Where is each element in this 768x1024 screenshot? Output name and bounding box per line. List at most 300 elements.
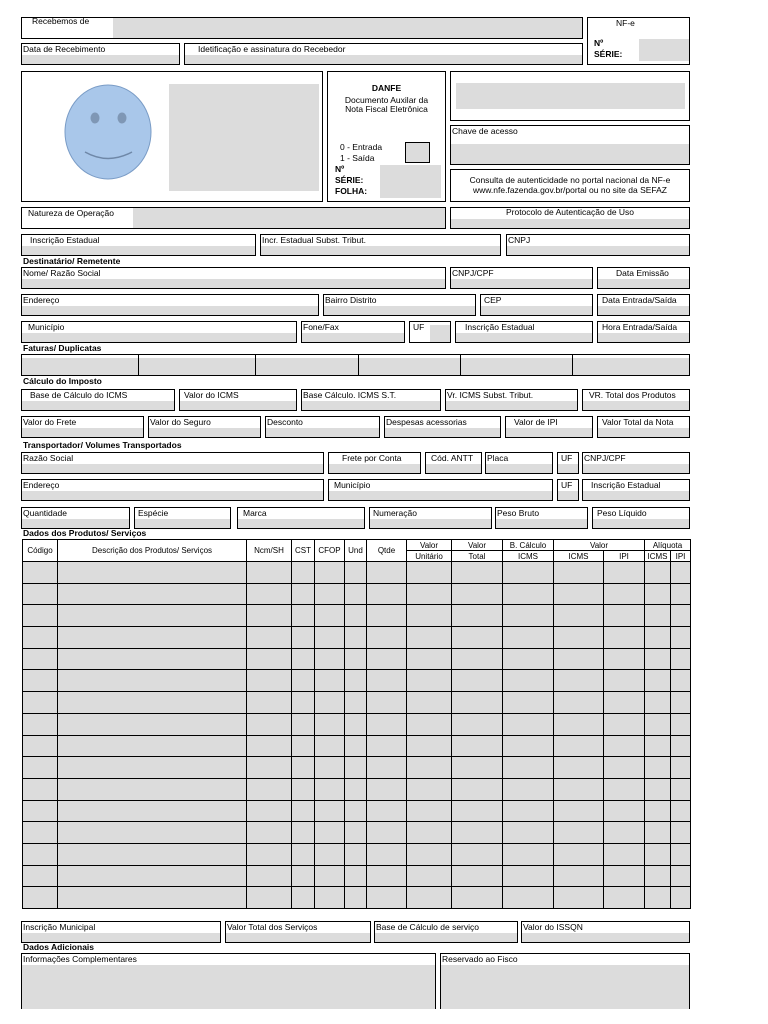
product-cell[interactable] xyxy=(503,735,554,757)
product-cell[interactable] xyxy=(407,800,452,822)
transp-peso-bruto-field[interactable] xyxy=(496,519,587,528)
product-cell[interactable] xyxy=(503,605,554,627)
product-cell[interactable] xyxy=(292,822,315,844)
dest-cnpj-field[interactable] xyxy=(451,279,592,288)
product-cell[interactable] xyxy=(367,887,407,909)
product-cell[interactable] xyxy=(23,713,58,735)
product-cell[interactable] xyxy=(671,757,691,779)
product-cell[interactable] xyxy=(671,670,691,692)
product-cell[interactable] xyxy=(58,605,247,627)
product-cell[interactable] xyxy=(604,865,645,887)
product-cell[interactable] xyxy=(452,778,503,800)
product-cell[interactable] xyxy=(315,670,345,692)
product-cell[interactable] xyxy=(604,757,645,779)
product-row xyxy=(23,648,691,670)
product-cell[interactable] xyxy=(645,865,671,887)
dest-uf-field[interactable] xyxy=(430,325,450,342)
product-cell[interactable] xyxy=(554,605,604,627)
product-cell[interactable] xyxy=(554,648,604,670)
recebemos-field[interactable] xyxy=(113,18,582,38)
desconto-field[interactable] xyxy=(266,428,379,437)
product-cell[interactable] xyxy=(604,887,645,909)
ie-st-label: Incr. Estadual Subst. Tribut. xyxy=(262,235,366,245)
product-cell[interactable] xyxy=(23,670,58,692)
product-cell[interactable] xyxy=(671,887,691,909)
product-cell[interactable] xyxy=(315,887,345,909)
product-cell[interactable] xyxy=(247,562,292,584)
transp-antt-field[interactable] xyxy=(426,464,481,473)
product-cell[interactable] xyxy=(645,692,671,714)
product-cell[interactable] xyxy=(247,778,292,800)
product-cell[interactable] xyxy=(292,887,315,909)
product-cell[interactable] xyxy=(292,800,315,822)
product-cell[interactable] xyxy=(292,627,315,649)
fatura-cell-5[interactable] xyxy=(460,354,573,376)
product-cell[interactable] xyxy=(247,627,292,649)
product-cell[interactable] xyxy=(58,843,247,865)
product-cell[interactable] xyxy=(315,843,345,865)
product-cell[interactable] xyxy=(367,670,407,692)
transp-peso-liquido-field[interactable] xyxy=(593,519,689,528)
product-cell[interactable] xyxy=(292,713,315,735)
product-cell[interactable] xyxy=(367,800,407,822)
product-cell[interactable] xyxy=(292,865,315,887)
frete-field[interactable] xyxy=(22,428,143,437)
issqn-im-field[interactable] xyxy=(22,933,220,942)
chave-label: Chave de acesso xyxy=(452,126,518,136)
product-cell[interactable] xyxy=(407,713,452,735)
product-cell[interactable] xyxy=(58,800,247,822)
transp-especie-field[interactable] xyxy=(135,519,230,528)
product-cell[interactable] xyxy=(247,692,292,714)
product-cell[interactable] xyxy=(58,562,247,584)
product-cell[interactable] xyxy=(452,562,503,584)
dest-nome-field[interactable] xyxy=(22,279,445,288)
product-cell[interactable] xyxy=(554,843,604,865)
product-cell[interactable] xyxy=(58,692,247,714)
fatura-cell-3[interactable] xyxy=(255,354,359,376)
product-cell[interactable] xyxy=(503,822,554,844)
dest-bairro-field[interactable] xyxy=(324,306,475,315)
product-cell[interactable] xyxy=(407,843,452,865)
product-cell[interactable] xyxy=(452,757,503,779)
product-cell[interactable] xyxy=(58,778,247,800)
product-cell[interactable] xyxy=(604,692,645,714)
product-cell[interactable] xyxy=(345,843,367,865)
product-cell[interactable] xyxy=(58,583,247,605)
vr-st-field[interactable] xyxy=(446,401,577,410)
product-cell[interactable] xyxy=(604,800,645,822)
product-cell[interactable] xyxy=(315,778,345,800)
product-cell[interactable] xyxy=(604,735,645,757)
despesas-field[interactable] xyxy=(385,428,500,437)
transp-frete-field[interactable] xyxy=(329,464,420,473)
identificacao-field[interactable] xyxy=(185,55,582,64)
product-cell[interactable] xyxy=(345,800,367,822)
transp-razao-field[interactable] xyxy=(22,464,323,473)
product-cell[interactable] xyxy=(604,605,645,627)
product-cell[interactable] xyxy=(407,887,452,909)
transp-uf2-field[interactable] xyxy=(558,491,578,500)
product-cell[interactable] xyxy=(503,648,554,670)
transp-municipio-field[interactable] xyxy=(329,491,552,500)
transp-ie-field[interactable] xyxy=(583,491,689,500)
vr-produtos-field[interactable] xyxy=(583,401,689,410)
product-cell[interactable] xyxy=(407,605,452,627)
product-cell[interactable] xyxy=(315,735,345,757)
product-cell[interactable] xyxy=(671,778,691,800)
product-cell[interactable] xyxy=(554,865,604,887)
product-cell[interactable] xyxy=(407,648,452,670)
product-cell[interactable] xyxy=(247,822,292,844)
dest-entrada-field[interactable] xyxy=(598,306,689,315)
product-cell[interactable] xyxy=(407,583,452,605)
product-cell[interactable] xyxy=(247,670,292,692)
ie-st-field[interactable] xyxy=(261,246,500,255)
product-cell[interactable] xyxy=(452,583,503,605)
product-cell[interactable] xyxy=(247,605,292,627)
product-cell[interactable] xyxy=(247,757,292,779)
seguro-field[interactable] xyxy=(149,428,260,437)
product-cell[interactable] xyxy=(367,605,407,627)
dest-ie-field[interactable] xyxy=(456,333,592,342)
ie-field[interactable] xyxy=(22,246,255,255)
product-cell[interactable] xyxy=(407,627,452,649)
product-cell[interactable] xyxy=(247,735,292,757)
product-cell[interactable] xyxy=(23,627,58,649)
chave-field[interactable] xyxy=(451,144,689,164)
product-cell[interactable] xyxy=(345,865,367,887)
product-cell[interactable] xyxy=(23,605,58,627)
product-cell[interactable] xyxy=(292,670,315,692)
product-cell[interactable] xyxy=(23,757,58,779)
product-cell[interactable] xyxy=(345,822,367,844)
desconto-label: Desconto xyxy=(267,417,303,427)
product-cell[interactable] xyxy=(671,692,691,714)
product-cell[interactable] xyxy=(671,583,691,605)
product-cell[interactable] xyxy=(604,562,645,584)
transp-endereco-field[interactable] xyxy=(22,491,323,500)
cnpj-field[interactable] xyxy=(507,246,689,255)
product-cell[interactable] xyxy=(23,843,58,865)
product-cell[interactable] xyxy=(345,692,367,714)
product-cell[interactable] xyxy=(554,583,604,605)
product-cell[interactable] xyxy=(604,778,645,800)
product-cell[interactable] xyxy=(367,778,407,800)
product-cell[interactable] xyxy=(554,822,604,844)
product-cell[interactable] xyxy=(452,692,503,714)
product-cell[interactable] xyxy=(452,887,503,909)
product-cell[interactable] xyxy=(23,562,58,584)
product-cell[interactable] xyxy=(452,648,503,670)
produtos-body xyxy=(23,562,691,909)
product-cell[interactable] xyxy=(367,692,407,714)
transp-cnpj-field[interactable] xyxy=(583,464,689,473)
product-cell[interactable] xyxy=(554,800,604,822)
fatura-cell-2[interactable] xyxy=(138,354,256,376)
product-cell[interactable] xyxy=(345,583,367,605)
base-st-field[interactable] xyxy=(302,401,440,410)
natureza-field[interactable] xyxy=(133,208,445,228)
product-cell[interactable] xyxy=(554,735,604,757)
product-cell[interactable] xyxy=(604,713,645,735)
product-cell[interactable] xyxy=(23,735,58,757)
product-cell[interactable] xyxy=(554,670,604,692)
product-cell[interactable] xyxy=(503,887,554,909)
product-cell[interactable] xyxy=(367,865,407,887)
product-cell[interactable] xyxy=(452,735,503,757)
product-cell[interactable] xyxy=(554,713,604,735)
product-cell[interactable] xyxy=(671,822,691,844)
product-cell[interactable] xyxy=(315,757,345,779)
product-cell[interactable] xyxy=(367,583,407,605)
product-row xyxy=(23,822,691,844)
product-cell[interactable] xyxy=(645,822,671,844)
product-cell[interactable] xyxy=(503,778,554,800)
product-cell[interactable] xyxy=(554,692,604,714)
product-cell[interactable] xyxy=(58,713,247,735)
product-cell[interactable] xyxy=(671,735,691,757)
issqn-total-field[interactable] xyxy=(226,933,370,942)
product-cell[interactable] xyxy=(554,887,604,909)
product-cell[interactable] xyxy=(367,627,407,649)
product-cell[interactable] xyxy=(23,800,58,822)
protocolo-field[interactable] xyxy=(451,219,689,228)
product-cell[interactable] xyxy=(345,713,367,735)
product-cell[interactable] xyxy=(292,605,315,627)
product-cell[interactable] xyxy=(407,757,452,779)
total-nota-field[interactable] xyxy=(598,428,689,437)
transp-marca-field[interactable] xyxy=(238,519,364,528)
product-cell[interactable] xyxy=(452,605,503,627)
product-cell[interactable] xyxy=(315,713,345,735)
product-cell[interactable] xyxy=(671,605,691,627)
product-cell[interactable] xyxy=(554,627,604,649)
product-cell[interactable] xyxy=(292,583,315,605)
issqn-valor-field[interactable] xyxy=(522,933,689,942)
product-cell[interactable] xyxy=(503,583,554,605)
product-cell[interactable] xyxy=(407,735,452,757)
product-cell[interactable] xyxy=(452,800,503,822)
product-cell[interactable] xyxy=(604,670,645,692)
product-cell[interactable] xyxy=(315,583,345,605)
nfe-numero-field[interactable] xyxy=(639,39,689,61)
product-cell[interactable] xyxy=(58,627,247,649)
fatura-cell-6[interactable] xyxy=(572,354,690,376)
product-cell[interactable] xyxy=(58,757,247,779)
product-cell[interactable] xyxy=(58,865,247,887)
product-cell[interactable] xyxy=(345,735,367,757)
product-cell[interactable] xyxy=(645,778,671,800)
product-cell[interactable] xyxy=(292,778,315,800)
product-cell[interactable] xyxy=(367,735,407,757)
product-cell[interactable] xyxy=(247,843,292,865)
product-cell[interactable] xyxy=(671,865,691,887)
product-cell[interactable] xyxy=(292,757,315,779)
product-cell[interactable] xyxy=(23,583,58,605)
product-cell[interactable] xyxy=(407,778,452,800)
fatura-cell-4[interactable] xyxy=(358,354,461,376)
product-cell[interactable] xyxy=(247,583,292,605)
dest-hora-field[interactable] xyxy=(598,333,689,342)
product-cell[interactable] xyxy=(367,648,407,670)
product-cell[interactable] xyxy=(247,887,292,909)
transp-uf-field[interactable] xyxy=(558,464,578,473)
product-cell[interactable] xyxy=(645,800,671,822)
data-recebimento-field[interactable] xyxy=(22,55,179,64)
product-cell[interactable] xyxy=(671,627,691,649)
product-cell[interactable] xyxy=(503,843,554,865)
product-cell[interactable] xyxy=(345,627,367,649)
product-cell[interactable] xyxy=(671,713,691,735)
product-cell[interactable] xyxy=(503,865,554,887)
product-cell[interactable] xyxy=(58,648,247,670)
product-cell[interactable] xyxy=(58,670,247,692)
reservado-fisco-field[interactable] xyxy=(441,965,689,1009)
emitente-data-field[interactable] xyxy=(169,84,319,191)
product-cell[interactable] xyxy=(503,627,554,649)
product-cell[interactable] xyxy=(503,713,554,735)
product-cell[interactable] xyxy=(292,648,315,670)
product-cell[interactable] xyxy=(315,562,345,584)
product-cell[interactable] xyxy=(23,822,58,844)
product-cell[interactable] xyxy=(367,713,407,735)
product-cell[interactable] xyxy=(292,735,315,757)
product-cell[interactable] xyxy=(503,670,554,692)
product-cell[interactable] xyxy=(554,562,604,584)
dest-cep-field[interactable] xyxy=(481,306,592,315)
product-cell[interactable] xyxy=(671,562,691,584)
product-cell[interactable] xyxy=(367,562,407,584)
issqn-valor-label: Valor do ISSQN xyxy=(523,922,583,932)
product-cell[interactable] xyxy=(645,670,671,692)
issqn-base-field[interactable] xyxy=(375,933,517,942)
product-cell[interactable] xyxy=(315,627,345,649)
product-cell[interactable] xyxy=(345,757,367,779)
info-complementares-field[interactable] xyxy=(22,965,435,1009)
product-cell[interactable] xyxy=(452,865,503,887)
product-cell[interactable] xyxy=(503,800,554,822)
product-cell[interactable] xyxy=(645,627,671,649)
product-cell[interactable] xyxy=(315,800,345,822)
product-cell[interactable] xyxy=(452,670,503,692)
dest-emissao-field[interactable] xyxy=(598,279,689,288)
transp-ie-box xyxy=(582,479,690,501)
product-cell[interactable] xyxy=(604,648,645,670)
product-cell[interactable] xyxy=(345,670,367,692)
product-cell[interactable] xyxy=(23,887,58,909)
base-icms-field[interactable] xyxy=(22,401,174,410)
product-cell[interactable] xyxy=(645,887,671,909)
product-cell[interactable] xyxy=(645,735,671,757)
product-cell[interactable] xyxy=(23,778,58,800)
product-cell[interactable] xyxy=(292,562,315,584)
dest-endereco-field[interactable] xyxy=(22,306,318,315)
danfe-tipo-field[interactable] xyxy=(405,142,430,163)
product-cell[interactable] xyxy=(407,670,452,692)
product-cell[interactable] xyxy=(345,562,367,584)
product-cell[interactable] xyxy=(604,583,645,605)
product-cell[interactable] xyxy=(367,843,407,865)
product-cell[interactable] xyxy=(247,800,292,822)
product-cell[interactable] xyxy=(315,822,345,844)
product-cell[interactable] xyxy=(671,648,691,670)
ipi-field[interactable] xyxy=(506,428,592,437)
product-cell[interactable] xyxy=(345,887,367,909)
product-cell[interactable] xyxy=(407,692,452,714)
product-cell[interactable] xyxy=(345,778,367,800)
product-cell[interactable] xyxy=(247,648,292,670)
despesas-box xyxy=(384,416,501,438)
product-cell[interactable] xyxy=(503,692,554,714)
product-cell[interactable] xyxy=(671,843,691,865)
dest-fone-field[interactable] xyxy=(302,333,404,342)
product-cell[interactable] xyxy=(407,822,452,844)
product-cell[interactable] xyxy=(554,757,604,779)
product-cell[interactable] xyxy=(645,713,671,735)
product-cell[interactable] xyxy=(247,865,292,887)
product-cell[interactable] xyxy=(23,692,58,714)
transp-quantidade-field[interactable] xyxy=(22,519,129,528)
product-cell[interactable] xyxy=(367,757,407,779)
product-cell[interactable] xyxy=(645,583,671,605)
product-cell[interactable] xyxy=(452,843,503,865)
product-cell[interactable] xyxy=(58,735,247,757)
danfe-numero-field[interactable] xyxy=(380,165,441,198)
product-cell[interactable] xyxy=(645,562,671,584)
product-cell[interactable] xyxy=(315,648,345,670)
product-cell[interactable] xyxy=(452,627,503,649)
dest-municipio-field[interactable] xyxy=(22,333,296,342)
product-cell[interactable] xyxy=(315,605,345,627)
product-cell[interactable] xyxy=(671,800,691,822)
product-cell[interactable] xyxy=(23,648,58,670)
product-cell[interactable] xyxy=(315,865,345,887)
product-cell[interactable] xyxy=(58,822,247,844)
product-cell[interactable] xyxy=(604,822,645,844)
transp-numeracao-field[interactable] xyxy=(370,519,491,528)
product-cell[interactable] xyxy=(247,713,292,735)
product-cell[interactable] xyxy=(645,757,671,779)
product-cell[interactable] xyxy=(645,843,671,865)
product-cell[interactable] xyxy=(452,822,503,844)
product-cell[interactable] xyxy=(554,778,604,800)
product-cell[interactable] xyxy=(315,692,345,714)
product-cell[interactable] xyxy=(345,605,367,627)
protocolo-box xyxy=(450,207,690,229)
valor-icms-field[interactable] xyxy=(180,401,296,410)
product-cell[interactable] xyxy=(645,605,671,627)
product-cell[interactable] xyxy=(292,843,315,865)
product-cell[interactable] xyxy=(503,757,554,779)
fatura-cell-1[interactable] xyxy=(21,354,139,376)
product-cell[interactable] xyxy=(58,887,247,909)
transp-placa-field[interactable] xyxy=(486,464,552,473)
product-cell[interactable] xyxy=(23,865,58,887)
product-cell[interactable] xyxy=(503,562,554,584)
product-cell[interactable] xyxy=(452,713,503,735)
dest-endereco-label: Endereço xyxy=(23,295,60,305)
product-cell[interactable] xyxy=(604,627,645,649)
product-cell[interactable] xyxy=(407,562,452,584)
product-cell[interactable] xyxy=(645,648,671,670)
product-cell[interactable] xyxy=(604,843,645,865)
product-cell[interactable] xyxy=(407,865,452,887)
product-cell[interactable] xyxy=(367,822,407,844)
product-cell[interactable] xyxy=(345,648,367,670)
product-cell[interactable] xyxy=(292,692,315,714)
dest-municipio-box xyxy=(21,321,297,343)
